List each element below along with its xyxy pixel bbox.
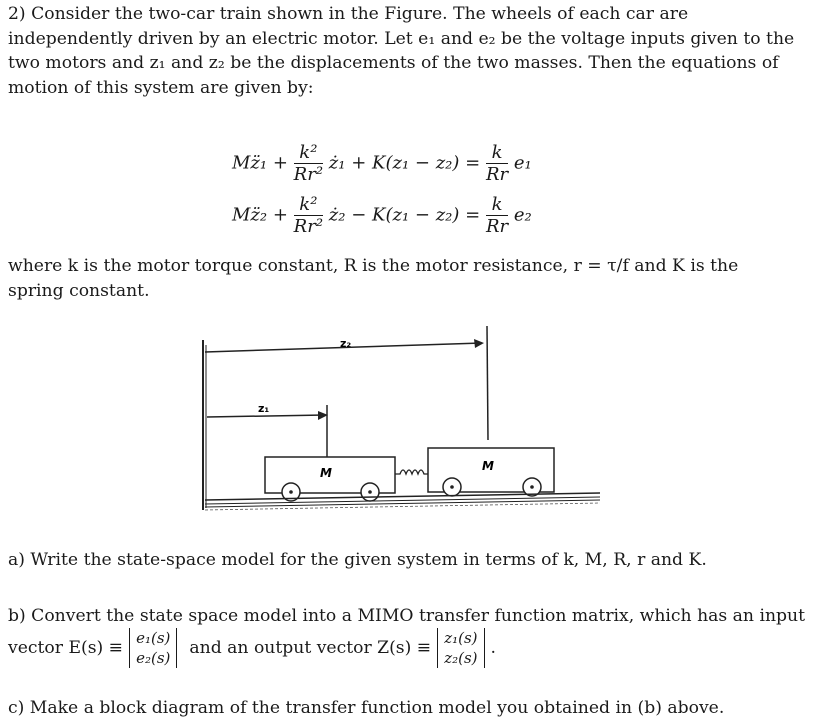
- frac-denominator: Rr: [485, 164, 509, 185]
- output-vector-z1: z₁(s): [444, 629, 478, 647]
- z2-label: z₂: [340, 337, 352, 350]
- input-vector-label: vector E(s) ≡: [8, 638, 124, 658]
- output-vector-z2: z₂(s): [444, 649, 478, 667]
- z1-label: z₁: [258, 402, 270, 415]
- frac-numerator: k: [486, 194, 508, 216]
- input-vector: [129, 628, 177, 668]
- mass-2-label: M: [482, 459, 494, 473]
- input-vector-e1: e₁(s): [136, 629, 171, 647]
- track: [205, 493, 600, 500]
- spring-icon: [395, 470, 428, 474]
- eq1-rhs: e₁: [513, 152, 532, 174]
- frac-denominator: Rr²: [293, 216, 324, 237]
- problem-intro: 2) Consider the two-car train shown in the Figure. The wheels of each car are independently driven by an electric motor. Let e₁ and e₂ be the voltage inputs given to the two motors and z₁ and z₂ be the displacements of the two masses. Then the equations of motion of this system are given by:: [8, 4, 795, 98]
- question-c: c) Make a block diagram of the transfer function model you obtained in (b) above.: [8, 698, 725, 718]
- z1-arrow: [207, 415, 325, 417]
- eq2-lhs-b: ż₂ − K(z₁ − z₂) =: [328, 204, 481, 226]
- question-a: a) Write the state-space model for the given system in terms of k, M, R, r and K.: [8, 550, 707, 570]
- frac-numerator: k²: [294, 194, 323, 216]
- frac-denominator: Rr²: [293, 164, 324, 185]
- where-text: where k is the motor torque constant, R is the motor resistance, r = τ/f and K is the spring constant.: [8, 256, 739, 301]
- eq2-lhs-a: Mz̈₂ +: [232, 204, 288, 226]
- mass-1-label: M: [320, 466, 332, 480]
- output-vector-label: and an output vector Z(s) ≡: [189, 638, 432, 658]
- eq1-lhs-b: ż₁ + K(z₁ − z₂) =: [328, 152, 481, 174]
- frac-numerator: k: [486, 142, 508, 164]
- question-b-line2: [8, 628, 496, 668]
- input-vector-e2: e₂(s): [136, 649, 171, 667]
- frac-numerator: k²: [294, 142, 323, 164]
- output-vector: [437, 628, 484, 668]
- eq2-rhs: e₂: [513, 204, 532, 226]
- period: .: [490, 638, 496, 658]
- frac-denominator: Rr: [485, 216, 509, 237]
- question-b-line1: b) Convert the state space model into a MIMO transfer function matrix, which has an input: [8, 606, 806, 626]
- eq1-lhs-a: Mz̈₁ +: [232, 152, 288, 174]
